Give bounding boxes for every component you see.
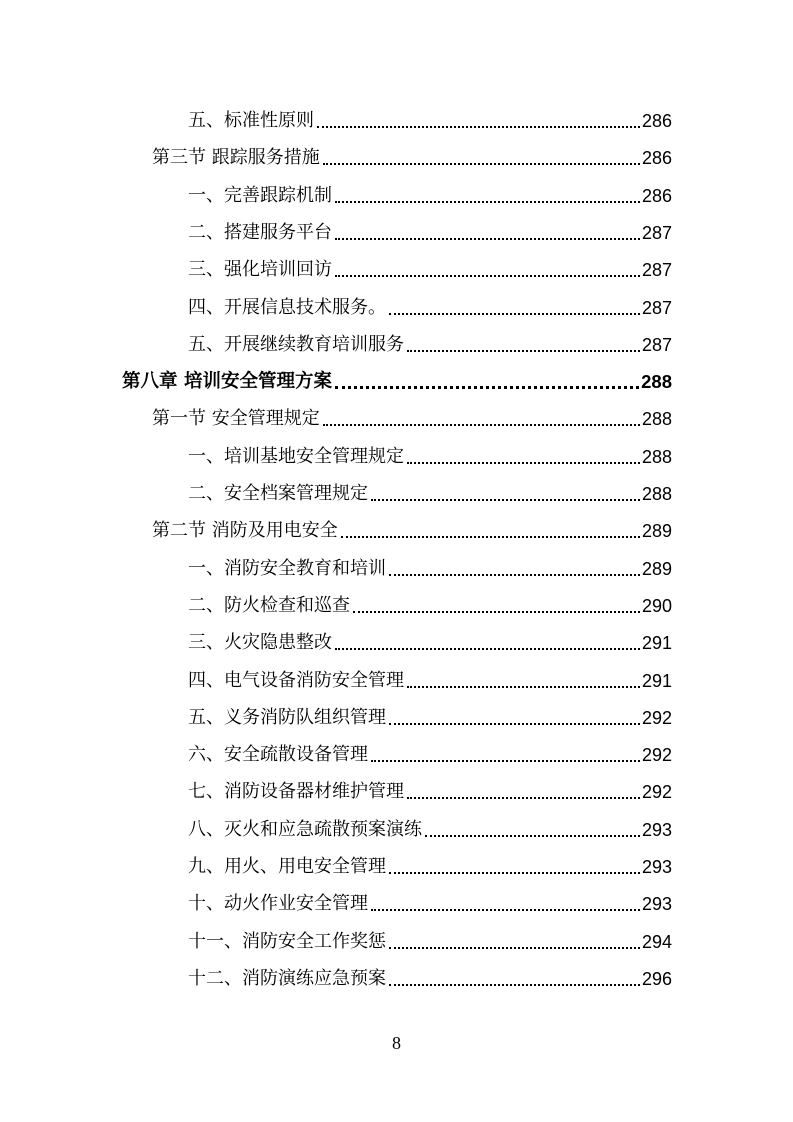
toc-entry-page: 287 [641, 297, 672, 318]
dot-leader [341, 524, 640, 538]
dot-leader [323, 412, 640, 426]
toc-entry-title: 一、消防安全教育和培训 [188, 557, 386, 579]
toc-entry-page: 292 [641, 782, 672, 803]
toc-entry[interactable] [188, 699, 672, 729]
toc-entry[interactable] [122, 363, 672, 393]
toc-entry-page: 288 [641, 371, 672, 393]
dot-leader [323, 151, 640, 165]
toc-entry-title: 一、完善跟踪机制 [188, 184, 332, 206]
toc-entry-title: 第一节 安全管理规定 [152, 408, 320, 430]
dot-leader [407, 785, 640, 799]
toc-entry-title: 三、强化培训回访 [188, 259, 332, 281]
toc-entry-title: 七、消防设备器材维护管理 [188, 781, 404, 803]
dot-leader [407, 674, 640, 688]
page-number: 8 [392, 1033, 401, 1053]
toc-entry[interactable] [188, 214, 672, 244]
toc-entry-page: 292 [641, 707, 672, 728]
toc-entry-title: 二、搭建服务平台 [188, 221, 332, 243]
toc-entry[interactable] [188, 885, 672, 915]
toc-entry[interactable] [152, 139, 672, 169]
toc-entry-title: 四、电气设备消防安全管理 [188, 669, 404, 691]
toc-entry-page: 289 [641, 558, 672, 579]
toc-entry[interactable] [188, 811, 672, 841]
toc-entry-page: 289 [641, 521, 672, 542]
dot-leader [335, 226, 640, 240]
toc-entry[interactable] [188, 848, 672, 878]
toc-entry[interactable] [188, 550, 672, 580]
toc-entry[interactable] [188, 251, 672, 281]
dot-leader [335, 374, 639, 389]
toc-entry[interactable] [152, 400, 672, 430]
toc-entry-title: 八、灭火和应急疏散预案演练 [188, 818, 422, 840]
toc-entry-page: 287 [641, 222, 672, 243]
toc-entry-page: 291 [641, 633, 672, 654]
dot-leader [389, 301, 640, 315]
toc-entry[interactable] [188, 438, 672, 468]
toc-entry-page: 293 [641, 857, 672, 877]
toc-entry-page: 288 [641, 484, 672, 504]
toc-entry-page: 291 [641, 670, 672, 691]
toc-entry[interactable] [188, 624, 672, 654]
dot-leader [425, 823, 640, 837]
dot-leader [407, 338, 640, 352]
toc-entry[interactable] [188, 177, 672, 207]
dot-leader [389, 935, 640, 949]
toc-entry-page: 286 [641, 111, 672, 131]
toc-entry-page: 290 [641, 595, 672, 616]
dot-leader [335, 636, 640, 650]
toc-entry[interactable] [188, 326, 672, 356]
toc-entry-title: 六、安全疏散设备管理 [188, 744, 368, 766]
dot-leader [317, 114, 640, 128]
toc-entry-title: 九、用火、用电安全管理 [188, 856, 386, 877]
toc-entry-page: 294 [641, 931, 672, 952]
toc-entry-title: 二、安全档案管理规定 [188, 483, 368, 504]
toc-entry-title: 第八章 培训安全管理方案 [122, 371, 332, 393]
toc-entry-title: 五、标准性原则 [188, 110, 314, 131]
dot-leader [335, 189, 640, 203]
dot-leader [389, 972, 640, 986]
toc-entry-title: 五、开展继续教育培训服务 [188, 333, 404, 355]
dot-leader [389, 562, 640, 576]
dot-leader [371, 897, 640, 911]
dot-leader [353, 599, 640, 613]
toc-entry-page: 287 [641, 334, 672, 355]
toc-entry[interactable] [188, 960, 672, 990]
toc-entry[interactable] [188, 773, 672, 803]
toc-entry-page: 293 [641, 819, 672, 840]
toc-entry[interactable] [188, 736, 672, 766]
toc-entry-title: 十二、消防演练应急预案 [188, 967, 386, 989]
toc-entry[interactable] [188, 475, 672, 505]
dot-leader [371, 748, 640, 762]
toc-entry-title: 第三节 跟踪服务措施 [152, 147, 320, 169]
toc-entry-title: 三、火灾隐患整改 [188, 632, 332, 654]
dot-leader [389, 711, 640, 725]
toc-entry-page: 292 [641, 745, 672, 766]
toc-entry-title: 十、动火作业安全管理 [188, 893, 368, 915]
toc-entry[interactable] [188, 662, 672, 692]
dot-leader [407, 450, 640, 464]
toc-entry[interactable] [188, 102, 672, 132]
toc-entry-page: 286 [641, 148, 672, 169]
toc-entry[interactable] [188, 587, 672, 617]
toc-entry-title: 一、培训基地安全管理规定 [188, 445, 404, 467]
toc-entry-page: 288 [641, 446, 672, 467]
toc-entry-title: 四、开展信息技术服务。 [188, 296, 386, 318]
toc-entry[interactable] [188, 289, 672, 319]
toc-entry-page: 296 [641, 968, 672, 989]
toc-entry-title: 第二节 消防及用电安全 [152, 520, 338, 542]
toc-entry-page: 286 [641, 185, 672, 206]
dot-leader [371, 487, 640, 501]
toc-entry-title: 五、义务消防队组织管理 [188, 706, 386, 728]
toc-entry-title: 二、防火检查和巡查 [188, 594, 350, 616]
toc-entry[interactable] [188, 923, 672, 953]
toc-entry-page: 293 [641, 894, 672, 915]
toc-entry-page: 287 [641, 260, 672, 281]
dot-leader [335, 263, 640, 277]
dot-leader [389, 860, 640, 874]
toc-entry[interactable] [152, 512, 672, 542]
toc-entry-page: 288 [641, 409, 672, 430]
toc-entry-title: 十一、消防安全工作奖惩 [188, 930, 386, 952]
